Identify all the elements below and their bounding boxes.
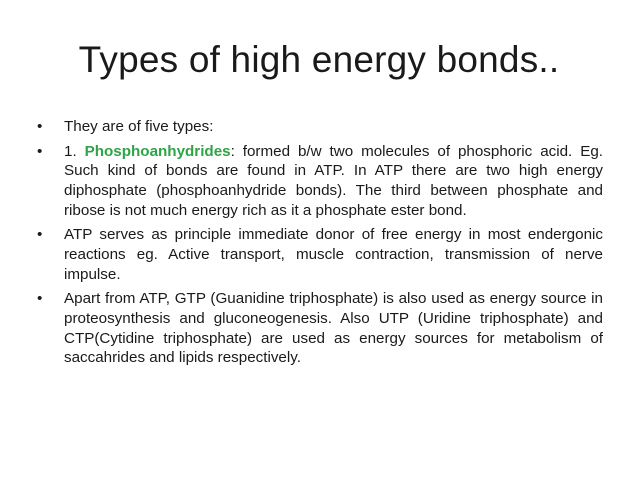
- bullet-item: [37, 289, 603, 367]
- bullet-prefix: 1.: [64, 142, 85, 160]
- slide-title: Types of high energy bonds..: [78, 39, 560, 80]
- bullet-item: [37, 225, 603, 284]
- bullet-dot-icon: •: [37, 226, 43, 244]
- bullet-text: They are of five types:: [64, 118, 214, 135]
- bullet-text: Apart from ATP, GTP (Guanidine triphosphate) is also used as energy source in proteosynthesis and gluconeogenesis. Also UTP (Uridine triphosphate) and CTP(Cytidine triphosphate) are used as energy sources for metabolism of saccahrides and lipids respectively.: [64, 290, 603, 367]
- bullet-item: [37, 117, 603, 137]
- bullet-item: [37, 142, 603, 220]
- bullet-dot-icon: •: [37, 142, 43, 160]
- bullet-text: : formed b/w two molecules of phosphoric acid. Eg. Such kind of bonds are found in ATP. In ATP there are two high energy diphosphate (phosphoanhydride bonds). The third between phosphate and ribose is not much energy rich as it a phosphate ester bond.: [64, 142, 604, 219]
- bullet-text: ATP serves as principle immediate donor of free energy in most endergonic reactions eg. Active transport, muscle contraction, transmission of nerve impulse.: [64, 226, 603, 283]
- highlight-term: Phosphoanhydrides: [84, 142, 231, 160]
- bullet-dot-icon: •: [37, 290, 43, 308]
- bullet-dot-icon: •: [37, 118, 43, 135]
- bullet-list: [37, 117, 603, 373]
